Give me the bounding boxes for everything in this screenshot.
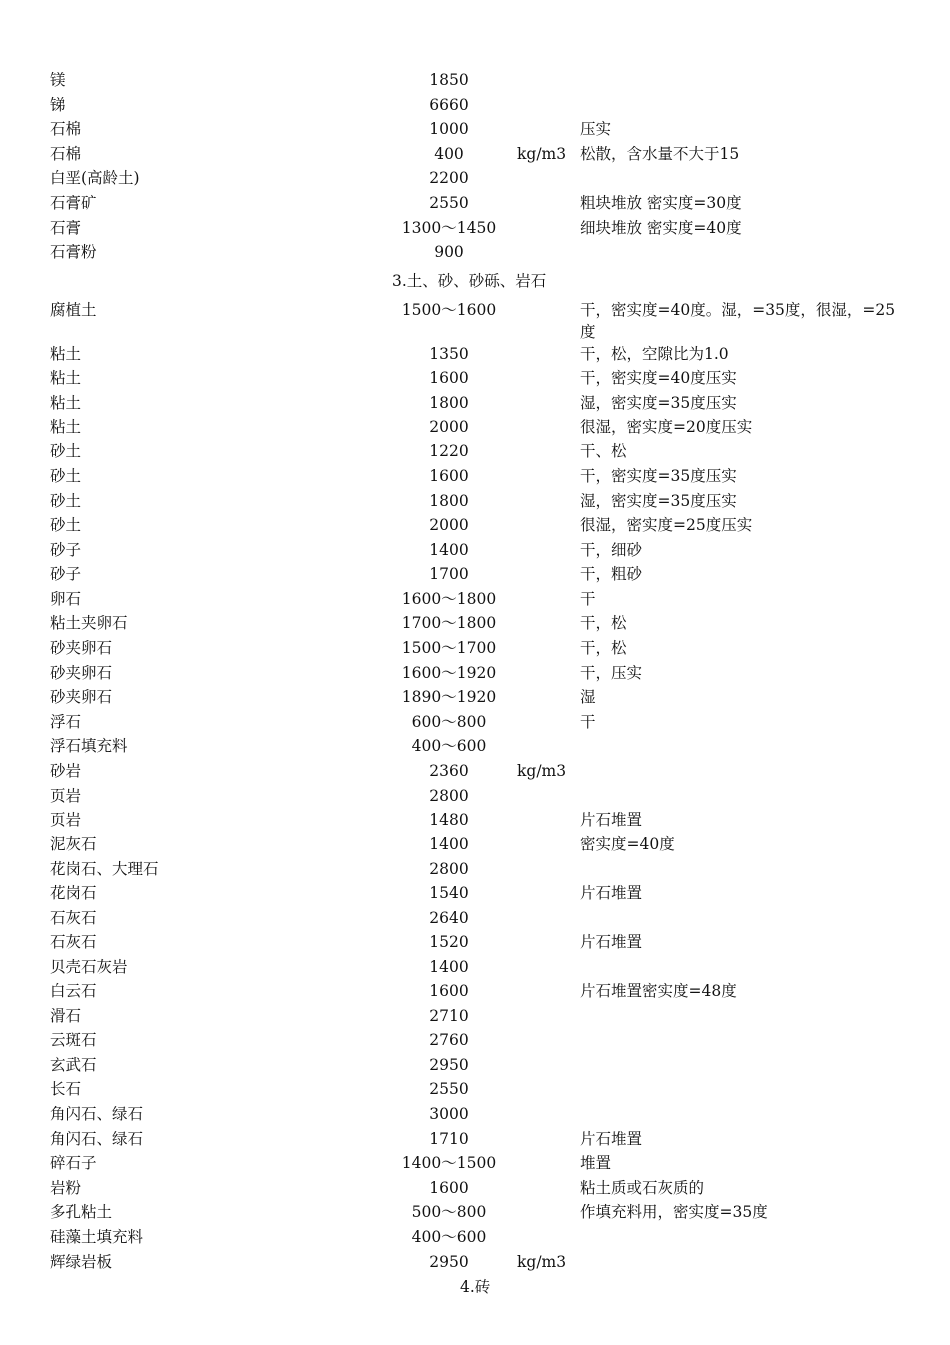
density-value: 1700 — [429, 565, 469, 583]
remark-note: 片石堆置 — [580, 884, 643, 902]
density-value: 2710 — [429, 1007, 469, 1025]
density-value: 2200 — [429, 169, 469, 187]
remark-note: 湿，密实度=35度压实 — [580, 492, 737, 510]
density-value: 1400～1500 — [401, 1154, 497, 1172]
material-name: 白云石 — [50, 982, 97, 1000]
remark-note: 片石堆置密实度=48度 — [580, 982, 737, 1000]
material-name: 砂土 — [50, 492, 82, 510]
material-name: 锑 — [50, 96, 66, 114]
remark-note: 干 — [580, 590, 596, 608]
material-name: 页岩 — [50, 787, 82, 805]
material-name: 泥灰石 — [50, 835, 97, 853]
density-value: 900 — [434, 243, 464, 261]
density-value: 400 — [434, 145, 464, 163]
unit-label: kg/m3 — [517, 145, 567, 163]
density-value: 2000 — [429, 418, 469, 436]
remark-note: 干，压实 — [580, 664, 643, 682]
density-value: 1800 — [429, 492, 469, 510]
density-value: 500～800 — [411, 1203, 487, 1221]
material-name: 砂土 — [50, 442, 82, 460]
material-name: 碎石子 — [50, 1154, 97, 1172]
remark-note: 干、松 — [580, 442, 627, 460]
remark-note: 片石堆置 — [580, 811, 643, 829]
density-value: 1350 — [429, 345, 469, 363]
remark-note: 干，密实度=35度压实 — [580, 467, 737, 485]
density-value: 1600～1920 — [401, 664, 497, 682]
density-value: 3000 — [429, 1105, 469, 1123]
density-value: 2550 — [429, 1080, 469, 1098]
remark-note: 作填充料用，密实度=35度 — [580, 1203, 768, 1221]
material-name: 滑石 — [50, 1007, 82, 1025]
density-value: 1700～1800 — [401, 614, 497, 632]
material-name: 玄武石 — [50, 1056, 97, 1074]
material-name: 多孔粘土 — [50, 1203, 113, 1221]
remark-note: 干，细砂 — [580, 541, 643, 559]
density-value: 1400 — [429, 835, 469, 853]
remark-note: 干 — [580, 713, 596, 731]
density-value: 1800 — [429, 394, 469, 412]
material-name: 粘土 — [50, 394, 82, 412]
material-name: 砂岩 — [50, 762, 82, 780]
remark-note: 密实度=40度 — [580, 835, 675, 853]
material-name: 石灰石 — [50, 909, 97, 927]
density-value: 2800 — [429, 787, 469, 805]
remark-note: 干，密实度=40度压实 — [580, 369, 737, 387]
density-value: 2950 — [429, 1056, 469, 1074]
material-name: 浮石填充料 — [50, 737, 128, 755]
material-name: 浮石 — [50, 713, 82, 731]
density-value: 1220 — [429, 442, 469, 460]
remark-note: 压实 — [580, 120, 612, 138]
material-name: 石膏矿 — [50, 194, 97, 212]
density-value: 1890～1920 — [401, 688, 497, 706]
material-name: 粘土 — [50, 345, 82, 363]
density-value: 1600～1800 — [401, 590, 497, 608]
density-value: 1400 — [429, 958, 469, 976]
density-value: 400～600 — [411, 1228, 487, 1246]
material-name: 腐植土 — [50, 301, 97, 319]
density-value: 1400 — [429, 541, 469, 559]
density-value: 1600 — [429, 982, 469, 1000]
density-value: 1300～1450 — [401, 219, 497, 237]
material-name: 白垩(高龄土) — [50, 169, 140, 187]
material-name: 花岗石 — [50, 884, 97, 902]
unit-label: kg/m3 — [517, 762, 567, 780]
unit-label: kg/m3 — [517, 1253, 567, 1271]
density-value: 1850 — [429, 71, 469, 89]
material-name: 砂夹卵石 — [50, 688, 113, 706]
density-value: 6660 — [429, 96, 469, 114]
density-value: 1500～1600 — [401, 301, 497, 319]
material-name: 花岗石、大理石 — [50, 860, 159, 878]
material-name: 石膏 — [50, 219, 82, 237]
material-name: 长石 — [50, 1080, 82, 1098]
density-value: 1600 — [429, 369, 469, 387]
density-value: 2000 — [429, 516, 469, 534]
material-name: 云斑石 — [50, 1031, 97, 1049]
remark-note: 湿 — [580, 688, 596, 706]
remark-note: 粘土质或石灰质的 — [580, 1179, 705, 1197]
material-name: 辉绿岩板 — [50, 1253, 113, 1271]
material-name: 砂土 — [50, 467, 82, 485]
density-value: 2360 — [429, 762, 469, 780]
density-value: 600～800 — [411, 713, 487, 731]
material-name: 贝壳石灰岩 — [50, 958, 128, 976]
section-heading-text: 3.土、砂、砂砾、岩石 — [392, 272, 547, 290]
material-name: 粘土 — [50, 369, 82, 387]
density-value: 1600 — [429, 467, 469, 485]
remark-note: 干，松 — [580, 614, 627, 632]
material-name: 页岩 — [50, 811, 82, 829]
density-value: 1600 — [429, 1179, 469, 1197]
material-name: 岩粉 — [50, 1179, 82, 1197]
remark-note: 干，密实度=40度。湿，=35度，很湿，=25度 — [580, 301, 896, 341]
material-name: 砂夹卵石 — [50, 639, 113, 657]
material-name: 石棉 — [50, 120, 82, 138]
material-name: 石灰石 — [50, 933, 97, 951]
density-value: 1000 — [429, 120, 469, 138]
material-name: 镁 — [50, 71, 66, 89]
material-name: 卵石 — [50, 590, 82, 608]
material-name: 砂夹卵石 — [50, 664, 113, 682]
material-name: 石棉 — [50, 145, 82, 163]
section-heading-text: 4.砖 — [460, 1278, 491, 1296]
material-name: 石膏粉 — [50, 243, 97, 261]
density-value: 400～600 — [411, 737, 487, 755]
density-value: 1480 — [429, 811, 469, 829]
material-name: 角闪石、绿石 — [50, 1105, 144, 1123]
density-value: 2760 — [429, 1031, 469, 1049]
remark-note: 片石堆置 — [580, 1130, 643, 1148]
remark-note: 很湿，密实度=20度压实 — [580, 418, 753, 436]
material-name: 砂土 — [50, 516, 82, 534]
remark-note: 粗块堆放 密实度=30度 — [580, 194, 742, 212]
material-name: 粘土 — [50, 418, 82, 436]
material-name: 砂子 — [50, 541, 82, 559]
density-value: 1500～1700 — [401, 639, 497, 657]
remark-note: 湿，密实度=35度压实 — [580, 394, 737, 412]
remark-note: 干，粗砂 — [580, 565, 643, 583]
density-value: 1520 — [429, 933, 469, 951]
material-name: 粘土夹卵石 — [50, 614, 128, 632]
remark-note: 堆置 — [580, 1154, 612, 1172]
remark-note: 片石堆置 — [580, 933, 643, 951]
material-name: 硅藻土填充料 — [50, 1228, 144, 1246]
density-value: 2550 — [429, 194, 469, 212]
density-value: 1540 — [429, 884, 469, 902]
material-name: 角闪石、绿石 — [50, 1130, 144, 1148]
density-value: 2950 — [429, 1253, 469, 1271]
material-name: 砂子 — [50, 565, 82, 583]
density-value: 1710 — [429, 1130, 469, 1148]
remark-note: 干，松，空隙比为1.0 — [580, 345, 729, 363]
remark-note: 很湿，密实度=25度压实 — [580, 516, 753, 534]
remark-note: 松散，含水量不大于15 — [580, 145, 740, 163]
density-value: 2640 — [429, 909, 469, 927]
remark-note: 细块堆放 密实度=40度 — [580, 219, 742, 237]
remark-note: 干，松 — [580, 639, 627, 657]
density-value: 2800 — [429, 860, 469, 878]
